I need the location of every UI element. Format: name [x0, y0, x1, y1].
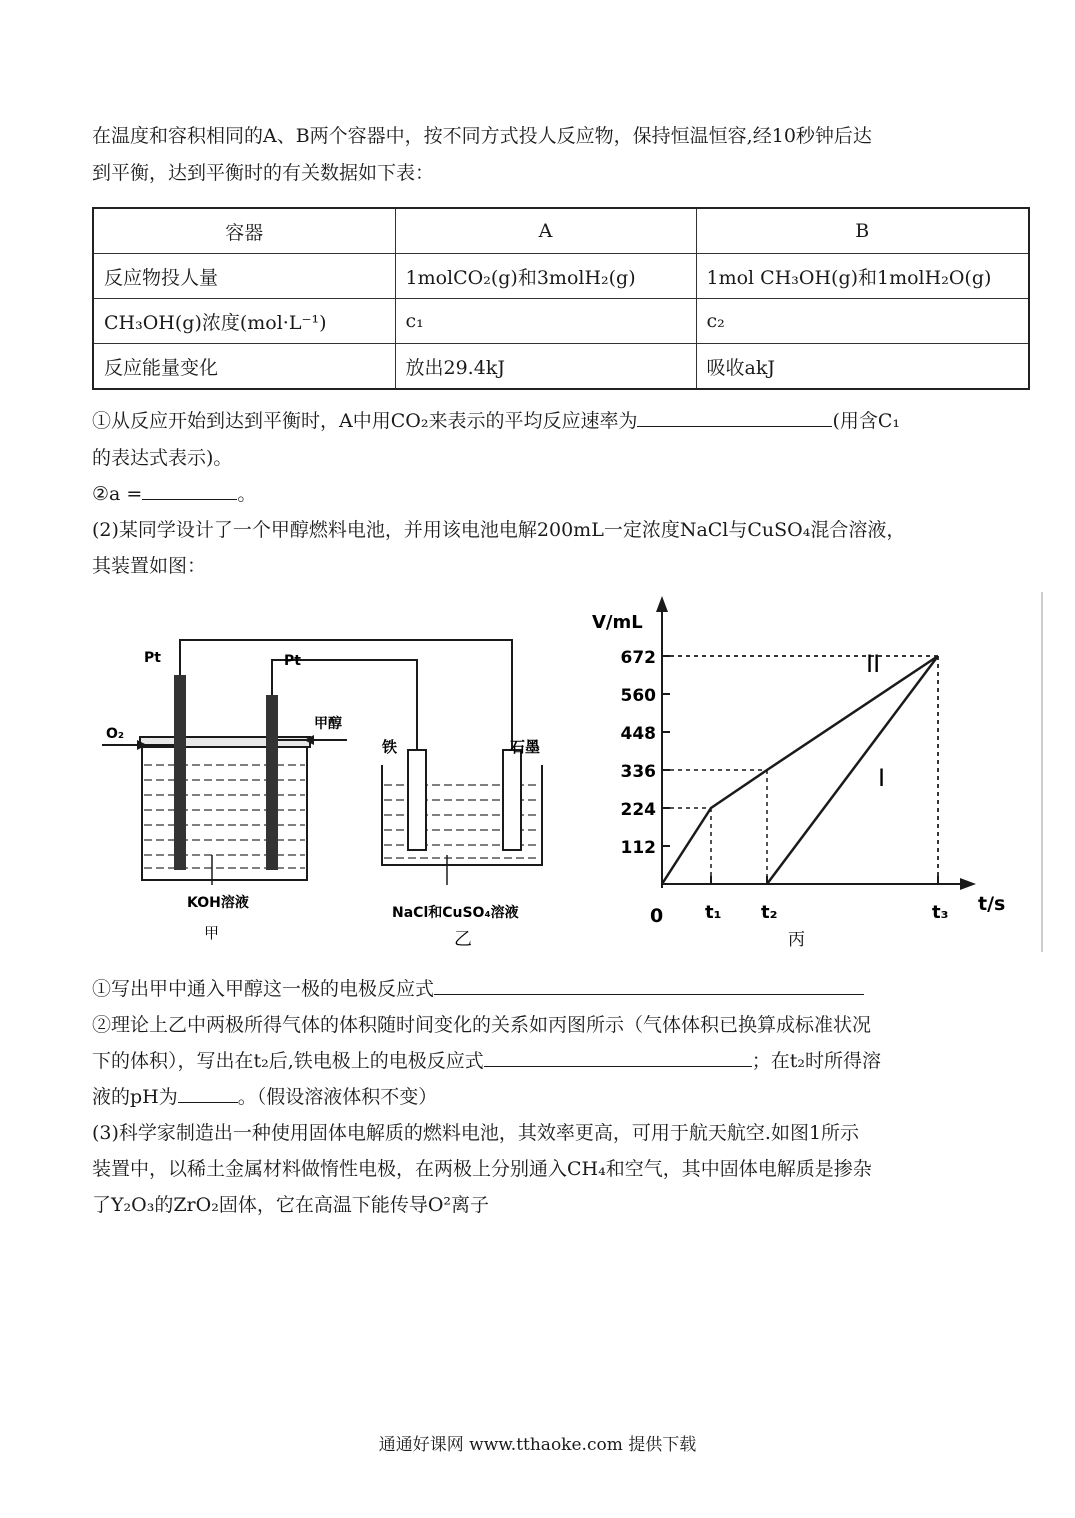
table-cell: 反应物投人量	[93, 254, 395, 299]
part-3-line-1: (3)科学家制造出一种使用固体电解质的燃料电池，其效率更高，可用于航天航空.如图1所示	[92, 1122, 860, 1144]
label-o2: O₂	[106, 726, 125, 742]
question-1-suffix: (用含C₁	[832, 410, 901, 432]
series-line-i	[767, 656, 938, 884]
table-header-cell: 容器	[93, 208, 395, 254]
answer-blank[interactable]	[484, 1046, 752, 1067]
wire-outer	[180, 640, 512, 750]
table-cell: 1mol CH₃OH(g)和1molH₂O(g)	[696, 254, 1029, 299]
apparatus-diagram	[92, 600, 572, 960]
label-jia: 甲	[204, 924, 220, 942]
series-label-i: I	[878, 764, 886, 792]
y-tick-label: 560	[620, 686, 656, 706]
intro-line-1: 在温度和容积相同的A、B两个容器中，按不同方式投人反应物，保持恒温恒容,经10秒钟后达	[92, 125, 872, 147]
label-koh: KOH溶液	[187, 895, 249, 911]
question-2-text: ②a =	[92, 483, 143, 505]
table-header-row	[93, 208, 1029, 254]
y-tick-label: 448	[620, 724, 656, 744]
y-axis-arrow-icon	[656, 596, 668, 612]
series-label-ii: II	[866, 650, 881, 678]
question-4-suffix: ；在t₂时所得溶	[751, 1050, 882, 1072]
label-nacl-cuso4: NaCl和CuSO₄溶液	[392, 905, 519, 921]
table-header-cell: A	[395, 208, 696, 254]
question-4-suffix-2: 。（假设溶液体积不变）	[237, 1086, 438, 1108]
table-header-cell: B	[696, 208, 1029, 254]
label-pt-right: Pt	[284, 653, 301, 669]
pt-electrode-right	[266, 695, 278, 870]
question-4-line-3	[92, 1082, 437, 1112]
x-axis-arrow-icon	[960, 878, 976, 890]
question-3-text: ①写出甲中通入甲醇这一极的电极反应式	[92, 978, 435, 1000]
pt-electrode-left	[174, 675, 186, 870]
table-cell: CH₃OH(g)浓度(mol·L⁻¹)	[93, 299, 395, 344]
label-graphite: 石墨	[510, 738, 541, 756]
question-2-suffix: 。	[237, 483, 257, 505]
table-row	[93, 254, 1029, 299]
table-cell: 反应能量变化	[93, 344, 395, 390]
question-1-text: ①从反应开始到达到平衡时，A中用CO₂来表示的平均反应速率为	[92, 410, 638, 432]
answer-blank[interactable]	[434, 974, 864, 995]
question-4-text: 下的体积），写出在t₂后,铁电极上的电极反应式	[92, 1050, 484, 1072]
table-cell: 1molCO₂(g)和3molH₂(g)	[395, 254, 696, 299]
y-tick-label: 672	[620, 648, 656, 668]
question-1-line-2: 的表达式表示)。	[92, 447, 233, 469]
table-cell: c₁	[395, 299, 696, 344]
volume-time-graph	[580, 590, 1050, 958]
answer-blank[interactable]	[142, 479, 237, 500]
equilibrium-data-table	[92, 207, 1030, 390]
part-2-line-2: 其装置如图：	[92, 555, 207, 577]
y-tick-label: 112	[620, 838, 656, 858]
answer-blank[interactable]	[178, 1082, 238, 1103]
question-3	[92, 974, 864, 1004]
table-cell: c₂	[696, 299, 1029, 344]
intro-line-2: 到平衡，达到平衡时的有关数据如下表：	[92, 162, 435, 184]
table-row	[93, 344, 1029, 390]
chart-caption: 丙	[788, 930, 805, 950]
question-4-line-2	[92, 1046, 881, 1076]
y-tick-label: 336	[620, 762, 656, 782]
graphite-electrode	[503, 750, 521, 850]
part-3-line-2: 装置中，以稀土金属材料做惰性电极，在两极上分别通入CH₄和空气，其中固体电解质是掺杂	[92, 1158, 872, 1180]
answer-blank[interactable]	[637, 406, 832, 427]
label-yi: 乙	[454, 929, 472, 950]
label-iron: 铁	[382, 738, 398, 756]
x-axis-label: t/s	[978, 893, 1006, 915]
y-tick-label: 224	[620, 800, 656, 820]
part-3-line-3: 了Y₂O₃的ZrO₂固体，它在高温下能传导O²离子	[92, 1194, 490, 1216]
label-methanol: 甲醇	[314, 716, 342, 732]
question-4-text-2: 液的pH为	[92, 1086, 178, 1108]
y-axis-label: V/mL	[592, 612, 643, 633]
question-1	[92, 406, 900, 436]
x-tick-label: t₁	[705, 902, 722, 923]
x-tick-label: t₂	[761, 902, 778, 923]
question-2	[92, 479, 256, 509]
origin-label: 0	[650, 905, 664, 927]
table-row	[93, 299, 1029, 344]
question-4-line-1: ②理论上乙中两极所得气体的体积随时间变化的关系如丙图所示（气体体积已换算成标准状况	[92, 1014, 872, 1036]
page-footer: 通通好课网 www.tthaoke.com 提供下载	[378, 1435, 697, 1455]
koh-solution	[144, 765, 305, 868]
table-cell: 放出29.4kJ	[395, 344, 696, 390]
iron-electrode	[408, 750, 426, 850]
part-2-line-1: (2)某同学设计了一个甲醇燃料电池，并用该电池电解200mL一定浓度NaCl与CuSO₄混合溶液，	[92, 519, 906, 541]
x-tick-label: t₃	[932, 902, 949, 923]
label-pt-left: Pt	[144, 650, 161, 666]
table-cell: 吸收akJ	[696, 344, 1029, 390]
